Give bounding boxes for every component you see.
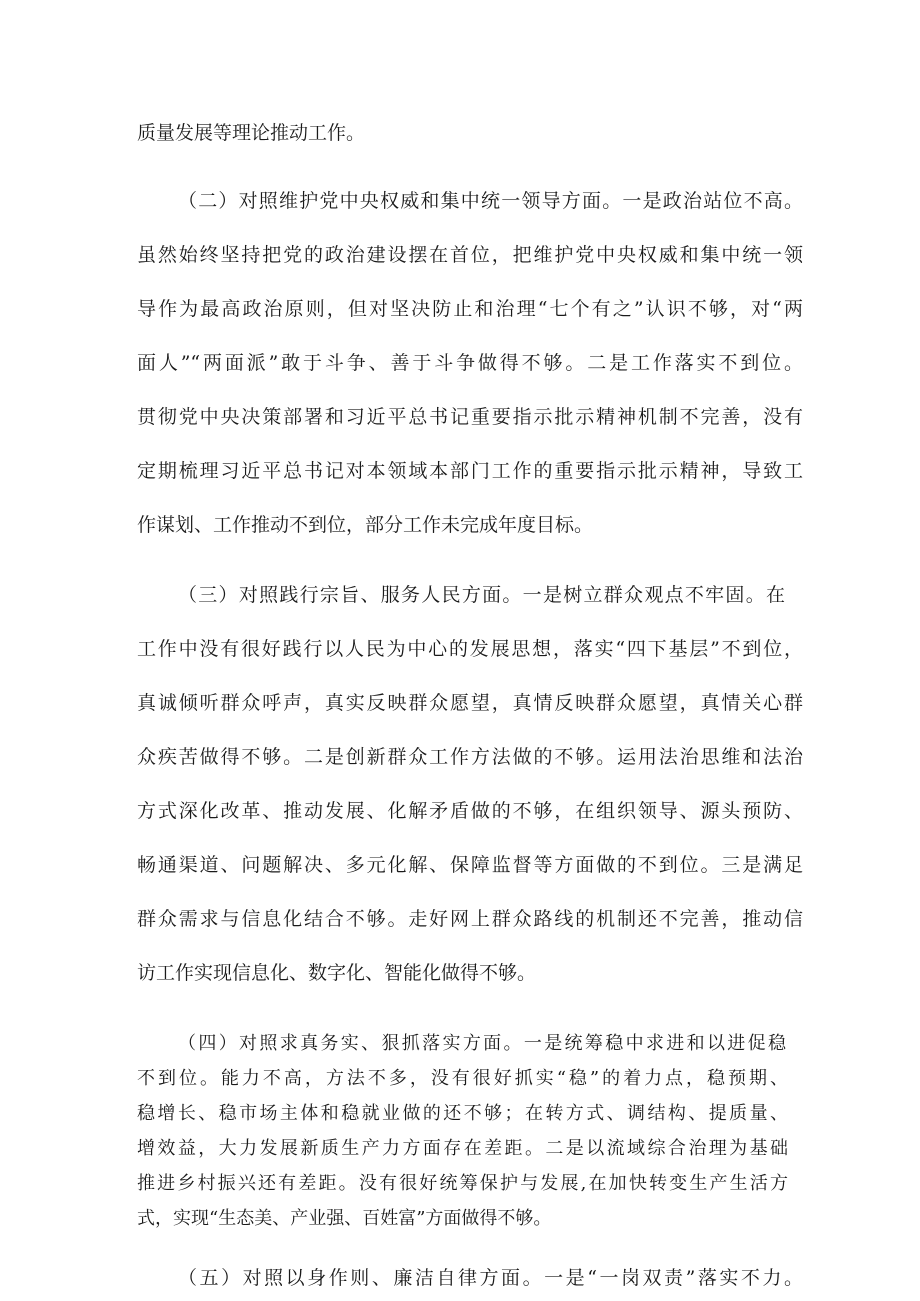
paragraph-line: 真诚倾听群众呼声，真实反映群众愿望，真情反映群众愿望，真情关心群 (137, 692, 803, 714)
paragraph-line: 虽然始终坚持把党的政治建设摆在首位，把维护党中央权威和集中统一领 (137, 244, 803, 266)
paragraph-line: 式，实现“生态美、产业强、百姓富”方面做得不够。 (137, 1208, 552, 1229)
paragraph-line: 作谋划、工作推动不到位，部分工作未完成年度目标。 (137, 514, 594, 536)
paragraph-line: 面人”“两面派”敢于斗争、善于斗争做得不够。二是工作落实不到位。 (137, 352, 803, 374)
paragraph-line: 质量发展等理论推动工作。 (137, 122, 366, 144)
paragraph-line: 群众需求与信息化结合不够。走好网上群众路线的机制还不完善，推动信 (137, 908, 803, 930)
paragraph-line: 工作中没有很好践行以人民为中心的发展思想，落实“四下基层”不到位， (137, 638, 803, 660)
paragraph-line: 增效益，大力发展新质生产力方面存在差距。二是以流域综合治理为基础 (137, 1138, 788, 1159)
paragraph-line: 访工作实现信息化、数字化、智能化做得不够。 (137, 962, 537, 984)
paragraph-line: 导作为最高政治原则，但对坚决防止和治理“七个有之”认识不够，对“两 (137, 298, 803, 320)
section-2-heading-line: （二）对照维护党中央权威和集中统一领导方面。一是政治站位不高。 (178, 190, 803, 212)
paragraph-line: 众疾苦做得不够。二是创新群众工作方法做的不够。运用法治思维和法治 (137, 746, 803, 768)
paragraph-line: 稳增长、稳市场主体和稳就业做的还不够；在转方式、调结构、提质量、 (137, 1103, 788, 1124)
paragraph-line: 定期梳理习近平总书记对本领域本部门工作的重要指示批示精神，导致工 (137, 460, 803, 482)
paragraph-line: 贯彻党中央决策部署和习近平总书记重要指示批示精神机制不完善，没有 (137, 406, 803, 428)
paragraph-line: 方式深化改革、推动发展、化解矛盾做的不够，在组织领导、源头预防、 (137, 800, 803, 822)
paragraph-line: 推进乡村振兴还有差距。没有很好统筹保护与发展,在加快转变生产生活方 (137, 1173, 788, 1194)
section-4-heading-line: （四）对照求真务实、狠抓落实方面。一是统筹稳中求进和以进促稳 (178, 1033, 786, 1054)
section-5-heading-line: （五）对照以身作则、廉洁自律方面。一是“一岗双责”落实不力。 (178, 1267, 803, 1289)
section-3-heading-line: （三）对照践行宗旨、服务人民方面。一是树立群众观点不牢固。在 (178, 584, 785, 606)
paragraph-line: 不到位。能力不高，方法不多，没有很好抓实“稳”的着力点，稳预期、 (137, 1068, 788, 1089)
paragraph-line: 畅通渠道、问题解决、多元化解、保障监督等方面做的不到位。三是满足 (137, 854, 803, 876)
